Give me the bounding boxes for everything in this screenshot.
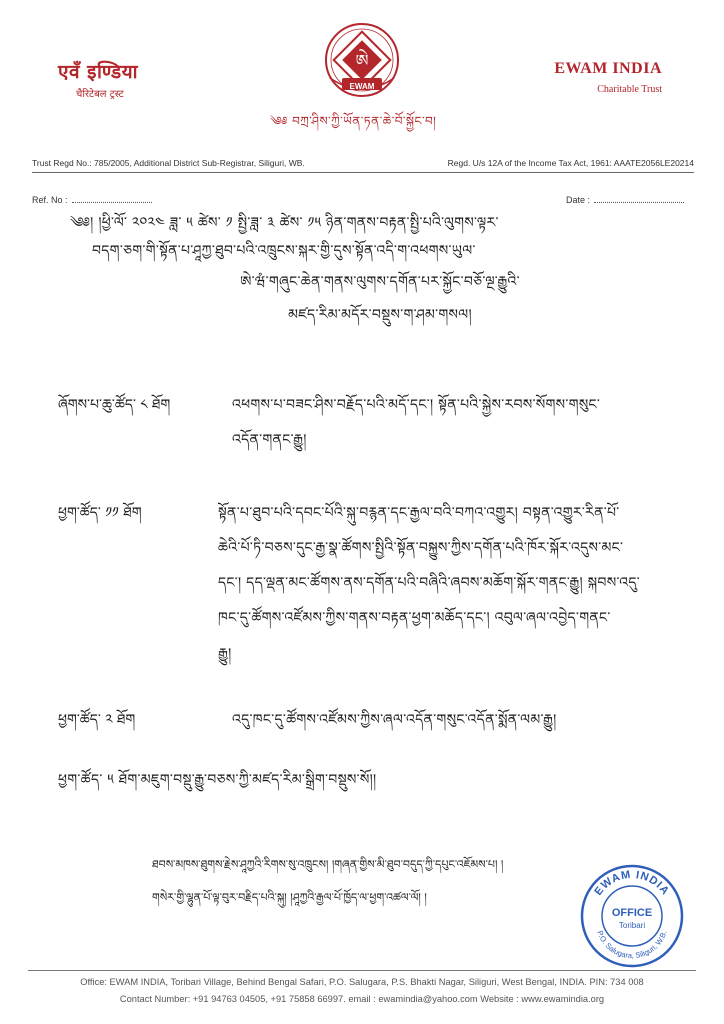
footer-address: Office: EWAM INDIA, Toribari Village, Behind Bengal Safari, P.O. Salugara, P.S. Bhakti Nagar, Siliguri, West Bengal, INDIA. PIN: 734 008: [80, 977, 644, 987]
registration-line: [32, 158, 694, 168]
office-stamp: [578, 862, 686, 970]
tibetan-motto: ༄༅ བཀྲ་ཤིས་ཀྱི་ཡོན་ཏན་ཆེ་བོ་སྐྱོང་བ།: [270, 114, 437, 128]
hindi-title: एवँ इण्डिया: [58, 61, 139, 83]
schedule-text-2a: སྟོན་པ་ཐུབ་པའི་དབང་པོའི་སྐུ་བརྙན་དང་རྒྱལ་བའི་བཀའ་འགྱུར། བསྟན་འགྱུར་རིན་པོ་: [218, 505, 620, 521]
schedule-text-2d: ཁང་དུ་ཚོགས་འཛོམས་ཀྱིས་གནས་བརྟན་ཕྱག་མཆོད་དང་། འབུལ་ཞལ་འབྱེད་གནང་: [218, 610, 611, 626]
svg-text:ཨེ: ཨེ: [355, 51, 369, 70]
english-subtitle: Charitable Trust: [597, 84, 662, 95]
ref-label: Ref. No :: [32, 195, 68, 205]
stamp-sub-text: Toribari: [618, 921, 646, 930]
schedule-text-1a: འཕགས་པ་བཟང་ཤིས་བརྗོད་པའི་མདོ་དང་། སྟོན་པའི་སྐྱེས་རབས་སོགས་གསུང་: [232, 397, 601, 413]
ewam-logo: [316, 16, 408, 108]
schedule-text-3a: འདུ་ཁང་དུ་ཚོགས་འཛོམས་ཀྱིས་ཞལ་འདོན་གསུང་འདོན་སྨོན་ལམ་རྒྱུ།: [232, 712, 557, 728]
english-title: EWAM INDIA: [554, 60, 662, 77]
hindi-subtitle: चैरिटेबल ट्रस्ट: [76, 89, 124, 100]
intro-line-3: ཨེ་ཝཾ་གཞུང་ཆེན་གནས་ལུགས་དགོན་པར་སྐྱོང་བཅོ་ལྔ་རྒྱུའི་: [240, 274, 520, 290]
header-divider: [32, 172, 694, 173]
stamp-bottom-text: P.O. Salugara, Siliguri, W.B.: [595, 929, 669, 961]
schedule-text-2c: དང་། དད་ལྡན་མང་ཚོགས་ནས་དགོན་པའི་བཞིའི་ཞབས་མཆོག་སྐོར་གནང་རྒྱུ། སྐབས་འདུ་: [218, 575, 641, 591]
date-field: [566, 195, 684, 205]
logo-caption: EWAM: [349, 82, 375, 91]
hindi-org-name: [58, 58, 138, 100]
stamp-top-text: EWAM INDIA: [592, 868, 672, 898]
schedule-time-2: ཕྱག་ཚོད་ ༡༡ ཐོག: [58, 505, 142, 521]
blessing-verse-1: ཐབས་མཁས་ཐུགས་རྗེས་ཤཱཀྱའི་རིགས་སུ་འཁྲུངས། །གཞན་གྱིས་མི་ཐུབ་བདུད་ཀྱི་དཔུང་འཇོམས་པ། །: [152, 858, 504, 871]
intro-line-1: ༄༅། །ཕྱི་ལོ་ ༢༠༢༤ ཟླ་ ༥ ཚེས་ ༡ སྤྱི་ཟླ་ ༣ ཚེས་ ༡༥ ཉིན་གནས་བརྟན་སྤྱི་པའི་ལུགས་ལྟར་: [70, 215, 499, 231]
schedule-time-3: ཕྱག་ཚོད་ ༢ ཐོག: [58, 712, 136, 728]
stamp-center-text: OFFICE: [611, 907, 653, 919]
schedule-time-4: ཕྱག་ཚོད་ ༥ ཐོག་མཇུག་བསྡུ་རྒྱུ་བཅས་ཀྱི་མཛད་རིམ་སྒྲིག་བསྡུས་སོ།།: [58, 772, 377, 788]
svg-text:P.O. Salugara, Siliguri, W.B.: [595, 930, 668, 961]
date-label: Date :: [566, 195, 591, 205]
intro-line-2: བདག་ཅག་གི་སྟོན་པ་ཤཱཀྱ་ཐུབ་པའི་འཁྲུངས་སྐར་གྱི་དུས་སྟོན་འདི་ག་འཕགས་ཡུལ་: [92, 243, 476, 259]
footer-divider: [28, 970, 696, 971]
footer-contact: Contact Number: +91 94763 04505, +91 75858 66997. email : ewamindia@yahoo.com Website : www.ewamindia.org: [119, 994, 605, 1004]
blessing-verse-2: གསེར་གྱི་ལྷུན་པོ་ལྟ་བུར་བརྗིད་པའི་སྐུ། །ཤཱཀྱའི་རྒྱལ་པོ་ཁྱོད་ལ་ཕྱག་འཚལ་ལོ། །: [152, 891, 427, 904]
schedule-text-1b: འདོན་གནང་རྒྱུ།: [232, 432, 307, 448]
schedule-text-2e: རྒྱུ།: [218, 646, 232, 662]
tax-registration: Regd. U/s 12A of the Income Tax Act, 1961: AAATE2056LE20214: [447, 158, 694, 168]
intro-line-4: མཛད་རིམ་མདོར་བསྡུས་ག་ཤམ་གསལ།: [288, 307, 472, 323]
schedule-time-1: ཞོགས་པ་ཆུ་ཚོད་ ༨ ཐོག: [58, 397, 171, 413]
ref-number-field: [32, 195, 152, 205]
trust-registration: Trust Regd No.: 785/2005, Additional District Sub-Registrar, Siliguri, WB.: [32, 158, 305, 168]
schedule-text-2b: ཆེའི་པོ་ཏི་བཅས་དུང་རྒྱ་སྣ་ཚོགས་སྤྱིའི་སྟོན་བསྐྱུས་ཀྱིས་དགོན་པའི་ཁོར་སྐོར་འདུས་མང་: [218, 540, 624, 556]
english-org-name: [554, 60, 662, 95]
